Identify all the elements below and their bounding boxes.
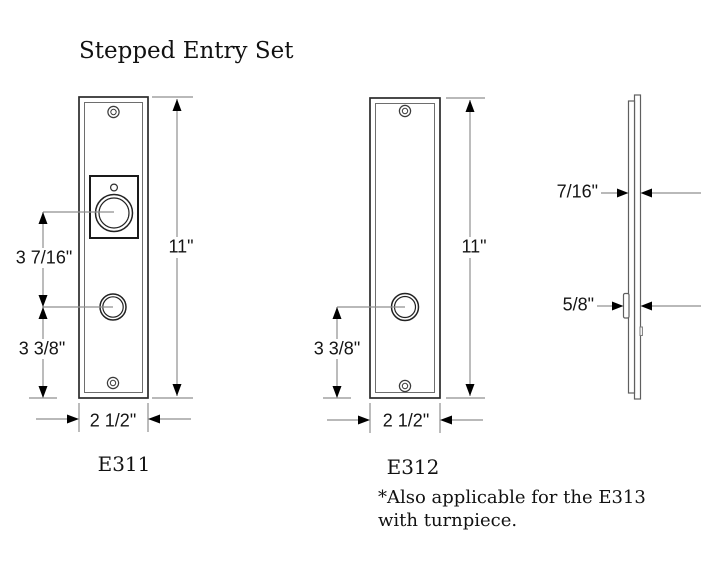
- footnote-line-1: *Also applicable for the E313: [378, 487, 646, 508]
- footnote: [378, 486, 646, 532]
- e312-plate-inner-outline: [376, 104, 435, 393]
- e312-drawing: [323, 98, 485, 433]
- e311-upper-arrow-up-icon: [39, 212, 48, 224]
- e311-top-screw-center-icon: [111, 109, 116, 114]
- e312-top-screw-center-icon: [402, 108, 407, 113]
- e311-cylinder-inner: [99, 198, 129, 228]
- profile-step-arrow-right-icon: [612, 302, 624, 311]
- e312-bottom-screw-center-icon: [402, 383, 407, 388]
- profile-thickness-arrow-left-icon: [641, 189, 653, 198]
- e311-width-arrow-left-icon: [148, 415, 160, 424]
- page-title: Stepped Entry Set: [79, 38, 294, 64]
- e311-lower-arrow-up-icon: [39, 307, 48, 319]
- e312-width-arrow-left-icon: [440, 416, 452, 425]
- profile-drawing: [597, 95, 701, 399]
- e311-upper-arrow-down-icon: [39, 295, 48, 307]
- e311-upper-dim-label: 3 7/16": [15, 247, 73, 268]
- profile-step-dim-label: 5/8": [562, 294, 594, 315]
- e311-plate-inner-outline: [85, 103, 143, 393]
- e312-lower-arrow-down-icon: [333, 386, 342, 398]
- footnote-line-2: with turnpiece.: [378, 510, 518, 531]
- profile-thickness-arrow-right-icon: [617, 189, 629, 198]
- profile-step-arrow-left-icon: [641, 302, 653, 311]
- e311-housing-pin-hole: [111, 184, 118, 191]
- e311-width-arrow-right-icon: [67, 415, 79, 424]
- e311-height-arrow-up-icon: [173, 99, 182, 111]
- e311-height-dim-label: 11": [168, 236, 194, 257]
- e311-model-label: E311: [97, 452, 151, 476]
- profile-thickness-dim-label: 7/16": [556, 181, 598, 202]
- profile-rear-tab: [640, 327, 642, 336]
- profile-step-face-edge: [629, 101, 635, 393]
- e311-bottom-screw-center-icon: [110, 380, 115, 385]
- e312-height-dim-label: 11": [461, 236, 487, 257]
- e312-height-arrow-down-icon: [466, 384, 475, 396]
- profile-knob-hub-bump: [624, 294, 630, 319]
- profile-base-plate-edge: [635, 95, 641, 399]
- e312-height-arrow-up-icon: [466, 100, 475, 112]
- e311-lower-arrow-down-icon: [39, 386, 48, 398]
- e311-lower-dim-label: 3 3/8": [18, 338, 66, 359]
- e312-width-dim-label: 2 1/2": [382, 410, 430, 431]
- e311-height-arrow-down-icon: [173, 384, 182, 396]
- e312-lower-dim-label: 3 3/8": [313, 338, 361, 359]
- e311-width-dim-label: 2 1/2": [89, 410, 137, 431]
- e312-model-label: E312: [386, 455, 440, 479]
- e312-width-arrow-right-icon: [358, 416, 370, 425]
- e312-lower-arrow-up-icon: [333, 307, 342, 319]
